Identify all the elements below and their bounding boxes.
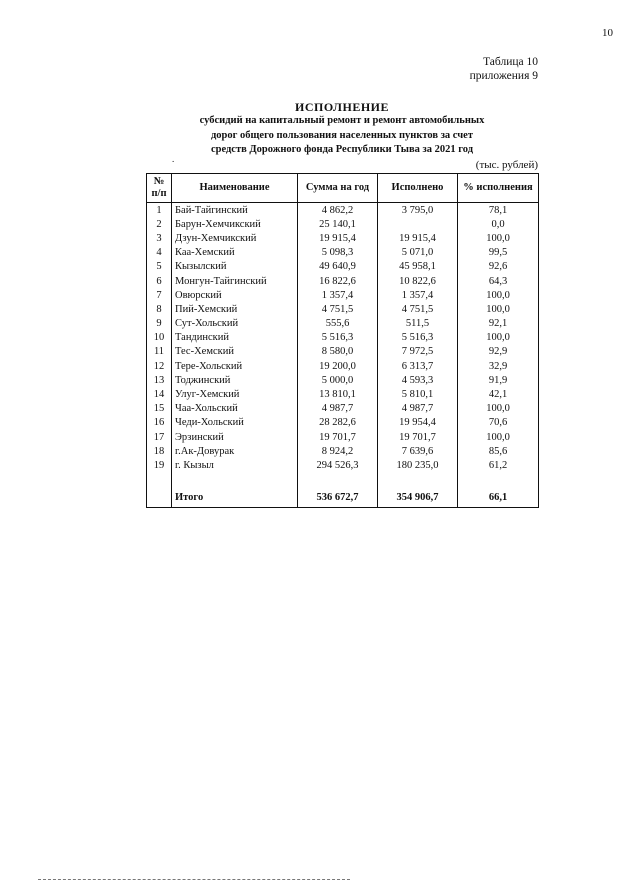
row-percent: 100,0 bbox=[458, 331, 539, 345]
row-percent: 100,0 bbox=[458, 430, 539, 444]
row-number: 4 bbox=[147, 246, 172, 260]
row-number: 15 bbox=[147, 402, 172, 416]
row-number: 6 bbox=[147, 274, 172, 288]
page-number: 10 bbox=[602, 27, 613, 39]
table-header-row bbox=[147, 174, 539, 203]
row-sum: 4 987,7 bbox=[298, 402, 378, 416]
row-sum: 1 357,4 bbox=[298, 288, 378, 302]
row-percent: 42,1 bbox=[458, 387, 539, 401]
row-executed: 7 639,6 bbox=[378, 444, 458, 458]
table-row bbox=[147, 217, 539, 231]
row-executed: 511,5 bbox=[378, 317, 458, 331]
subtitle-line2: дорог общего пользования населенных пунктов за счет bbox=[211, 129, 473, 141]
table-ref-line2: приложения 9 bbox=[469, 70, 538, 82]
row-executed: 7 972,5 bbox=[378, 345, 458, 359]
table-row bbox=[147, 203, 539, 218]
row-name: Каа-Хемский bbox=[172, 246, 298, 260]
table-row bbox=[147, 430, 539, 444]
row-percent: 100,0 bbox=[458, 402, 539, 416]
row-percent: 91,9 bbox=[458, 373, 539, 387]
row-sum: 5 000,0 bbox=[298, 373, 378, 387]
table-reference bbox=[470, 55, 538, 83]
table-row bbox=[147, 331, 539, 345]
row-sum: 4 862,2 bbox=[298, 203, 378, 218]
row-executed bbox=[378, 217, 458, 231]
row-name: Тоджинский bbox=[172, 373, 298, 387]
row-percent: 32,9 bbox=[458, 359, 539, 373]
table-row bbox=[147, 260, 539, 274]
row-executed: 10 822,6 bbox=[378, 274, 458, 288]
row-percent: 100,0 bbox=[458, 288, 539, 302]
row-sum: 8 580,0 bbox=[298, 345, 378, 359]
row-number: 3 bbox=[147, 231, 172, 245]
header-num: № п/п bbox=[147, 174, 172, 203]
total-sum: 536 672,7 bbox=[298, 488, 378, 508]
row-name: Эрзинский bbox=[172, 430, 298, 444]
row-sum: 13 810,1 bbox=[298, 387, 378, 401]
row-executed: 5 071,0 bbox=[378, 246, 458, 260]
row-sum: 19 200,0 bbox=[298, 359, 378, 373]
row-percent: 92,6 bbox=[458, 260, 539, 274]
row-name: г.Ак-Довурак bbox=[172, 444, 298, 458]
row-executed: 5 810,1 bbox=[378, 387, 458, 401]
row-number: 18 bbox=[147, 444, 172, 458]
row-executed: 5 516,3 bbox=[378, 331, 458, 345]
row-number: 8 bbox=[147, 302, 172, 316]
row-name: Монгун-Тайгинский bbox=[172, 274, 298, 288]
row-percent: 61,2 bbox=[458, 458, 539, 472]
row-sum: 5 098,3 bbox=[298, 246, 378, 260]
row-percent: 92,9 bbox=[458, 345, 539, 359]
row-number: 5 bbox=[147, 260, 172, 274]
row-executed: 1 357,4 bbox=[378, 288, 458, 302]
row-executed: 45 958,1 bbox=[378, 260, 458, 274]
subtitle-line1: субсидий на капитальный ремонт и ремонт автомобильных bbox=[199, 115, 485, 126]
spacer-row bbox=[147, 473, 539, 488]
row-executed: 19 954,4 bbox=[378, 416, 458, 430]
stray-dot: . bbox=[172, 154, 175, 164]
row-number: 11 bbox=[147, 345, 172, 359]
row-sum: 555,6 bbox=[298, 317, 378, 331]
row-sum: 19 701,7 bbox=[298, 430, 378, 444]
row-name: Овюрский bbox=[172, 288, 298, 302]
row-number: 16 bbox=[147, 416, 172, 430]
total-executed: 354 906,7 bbox=[378, 488, 458, 508]
row-name: Барун-Хемчикский bbox=[172, 217, 298, 231]
row-percent: 70,6 bbox=[458, 416, 539, 430]
document-title: ИСПОЛНЕНИЕ bbox=[294, 100, 390, 114]
table-row bbox=[147, 458, 539, 472]
table-row bbox=[147, 288, 539, 302]
row-percent: 0,0 bbox=[458, 217, 539, 231]
header-percent: % исполнения bbox=[458, 174, 539, 203]
row-name: Тандинский bbox=[172, 331, 298, 345]
row-number: 9 bbox=[147, 317, 172, 331]
row-name: Пий-Хемский bbox=[172, 302, 298, 316]
subtitle-line3: средств Дорожного фонда Республики Тыва за 2021 год bbox=[210, 144, 474, 155]
table-row bbox=[147, 402, 539, 416]
total-row bbox=[147, 488, 539, 508]
header-sum: Сумма на год bbox=[298, 174, 378, 203]
footer-divider bbox=[38, 879, 350, 880]
row-sum: 49 640,9 bbox=[298, 260, 378, 274]
row-executed: 4 593,3 bbox=[378, 373, 458, 387]
row-executed: 180 235,0 bbox=[378, 458, 458, 472]
row-name: Чеди-Хольский bbox=[172, 416, 298, 430]
table-row bbox=[147, 359, 539, 373]
row-name: Сут-Хольский bbox=[172, 317, 298, 331]
row-number: 1 bbox=[147, 203, 172, 218]
execution-table bbox=[146, 173, 539, 508]
row-number: 12 bbox=[147, 359, 172, 373]
units-note: (тыс. рублей) bbox=[475, 159, 538, 171]
row-percent: 99,5 bbox=[458, 246, 539, 260]
table-body bbox=[147, 203, 539, 508]
row-executed: 19 701,7 bbox=[378, 430, 458, 444]
row-name: Бай-Тайгинский bbox=[172, 203, 298, 218]
row-name: Тере-Хольский bbox=[172, 359, 298, 373]
header-name: Наименование bbox=[172, 174, 298, 203]
table-row bbox=[147, 231, 539, 245]
table-row bbox=[147, 373, 539, 387]
table-row bbox=[147, 246, 539, 260]
header-executed: Исполнено bbox=[378, 174, 458, 203]
row-sum: 25 140,1 bbox=[298, 217, 378, 231]
row-executed: 19 915,4 bbox=[378, 231, 458, 245]
row-executed: 4 751,5 bbox=[378, 302, 458, 316]
table-row bbox=[147, 444, 539, 458]
row-name: Улуг-Хемский bbox=[172, 387, 298, 401]
row-executed: 6 313,7 bbox=[378, 359, 458, 373]
row-name: Кызылский bbox=[172, 260, 298, 274]
row-number: 2 bbox=[147, 217, 172, 231]
row-number: 7 bbox=[147, 288, 172, 302]
row-executed: 4 987,7 bbox=[378, 402, 458, 416]
row-percent: 64,3 bbox=[458, 274, 539, 288]
table-row bbox=[147, 274, 539, 288]
row-sum: 16 822,6 bbox=[298, 274, 378, 288]
document-subtitle bbox=[146, 114, 538, 158]
table-row bbox=[147, 416, 539, 430]
row-percent: 100,0 bbox=[458, 302, 539, 316]
row-name: г. Кызыл bbox=[172, 458, 298, 472]
row-percent: 78,1 bbox=[458, 203, 539, 218]
row-name: Тес-Хемский bbox=[172, 345, 298, 359]
total-label: Итого bbox=[172, 488, 298, 508]
row-sum: 19 915,4 bbox=[298, 231, 378, 245]
row-executed: 3 795,0 bbox=[378, 203, 458, 218]
table-row bbox=[147, 317, 539, 331]
row-number: 19 bbox=[147, 458, 172, 472]
row-percent: 92,1 bbox=[458, 317, 539, 331]
row-sum: 5 516,3 bbox=[298, 331, 378, 345]
row-name: Дзун-Хемчикский bbox=[172, 231, 298, 245]
table-row bbox=[147, 387, 539, 401]
row-sum: 294 526,3 bbox=[298, 458, 378, 472]
row-sum: 4 751,5 bbox=[298, 302, 378, 316]
row-number: 14 bbox=[147, 387, 172, 401]
total-percent: 66,1 bbox=[458, 488, 539, 508]
table-row bbox=[147, 345, 539, 359]
row-number: 17 bbox=[147, 430, 172, 444]
row-sum: 8 924,2 bbox=[298, 444, 378, 458]
row-number: 13 bbox=[147, 373, 172, 387]
row-percent: 85,6 bbox=[458, 444, 539, 458]
table-ref-line1: Таблица 10 bbox=[483, 56, 538, 68]
row-sum: 28 282,6 bbox=[298, 416, 378, 430]
row-percent: 100,0 bbox=[458, 231, 539, 245]
row-number: 10 bbox=[147, 331, 172, 345]
row-name: Чаа-Хольский bbox=[172, 402, 298, 416]
table-row bbox=[147, 302, 539, 316]
